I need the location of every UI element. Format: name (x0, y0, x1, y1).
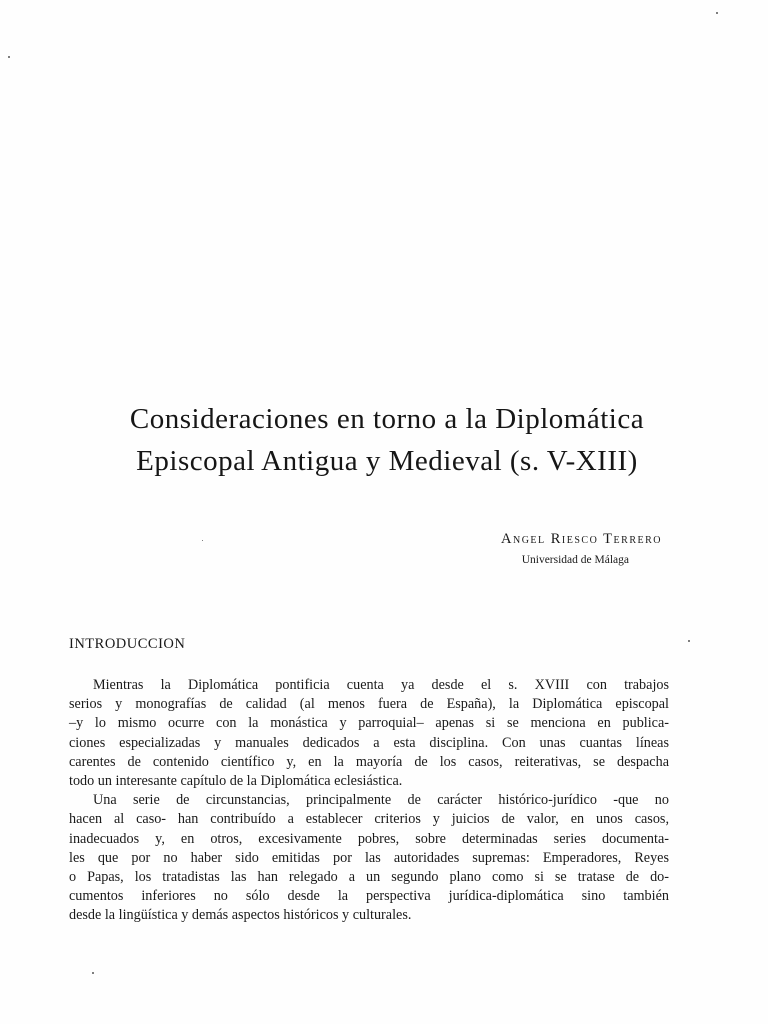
scan-speck (92, 972, 94, 974)
paper-title-line-2: Episcopal Antigua y Medieval (s. V-XIII) (136, 445, 638, 477)
paragraph-1 (69, 676, 669, 791)
section-heading: INTRODUCCION (69, 636, 186, 652)
paragraph-2 (69, 791, 669, 925)
text-line: hacen al caso- han contribuído a establecer criterios y juicios de valor, en unos casos, (69, 811, 669, 828)
text-line: inadecuados y, en otros, excesivamente pobres, sobre determinadas series documenta- (69, 830, 669, 847)
text-line: Mientras la Diplomática pontificia cuenta ya desde el s. XVIII con trabajos (93, 677, 669, 693)
paper-title (60, 398, 714, 482)
text-line: ciones especializadas y manuales dedicados a esta disciplina. Con unas cuantas líneas (69, 734, 669, 751)
text-line: –y lo mismo ocurre con la monástica y parroquial– apenas si se menciona en publica- (69, 715, 669, 732)
scan-speck (202, 540, 203, 541)
scan-speck (716, 12, 718, 14)
text-line: cumentos inferiores no sólo desde la perspectiva jurídica-diplomática sino también (69, 888, 669, 905)
text-line: les que por no haber sido emitidas por las autoridades supremas: Emperadores, Reyes (69, 849, 669, 866)
text-line: todo un interesante capítulo de la Diplomática eclesiástica. (69, 773, 403, 790)
author-affiliation: Universidad de Málaga (521, 554, 629, 566)
body-text (69, 676, 669, 926)
paper-title-line-1: Consideraciones en torno a la Diplomática (129, 403, 645, 435)
text-line: serios y monografías de calidad (al menos fuera de España), la Diplomática episcopal (69, 696, 669, 713)
scan-speck (688, 640, 690, 642)
text-line: desde la lingüística y demás aspectos históricos y culturales. (69, 907, 412, 924)
text-line: o Papas, los tratadistas las han relegado a un segundo plano como si se tratase de do- (69, 869, 669, 886)
text-line: carentes de contenido científico y, en la mayoría de los casos, reiterativas, se despacha (69, 753, 669, 770)
scan-speck (8, 56, 10, 58)
author-name: Angel Riesco Terrero (501, 531, 662, 547)
text-line: Una serie de circunstancias, principalmente de carácter histórico-jurídico -que no (93, 792, 669, 809)
